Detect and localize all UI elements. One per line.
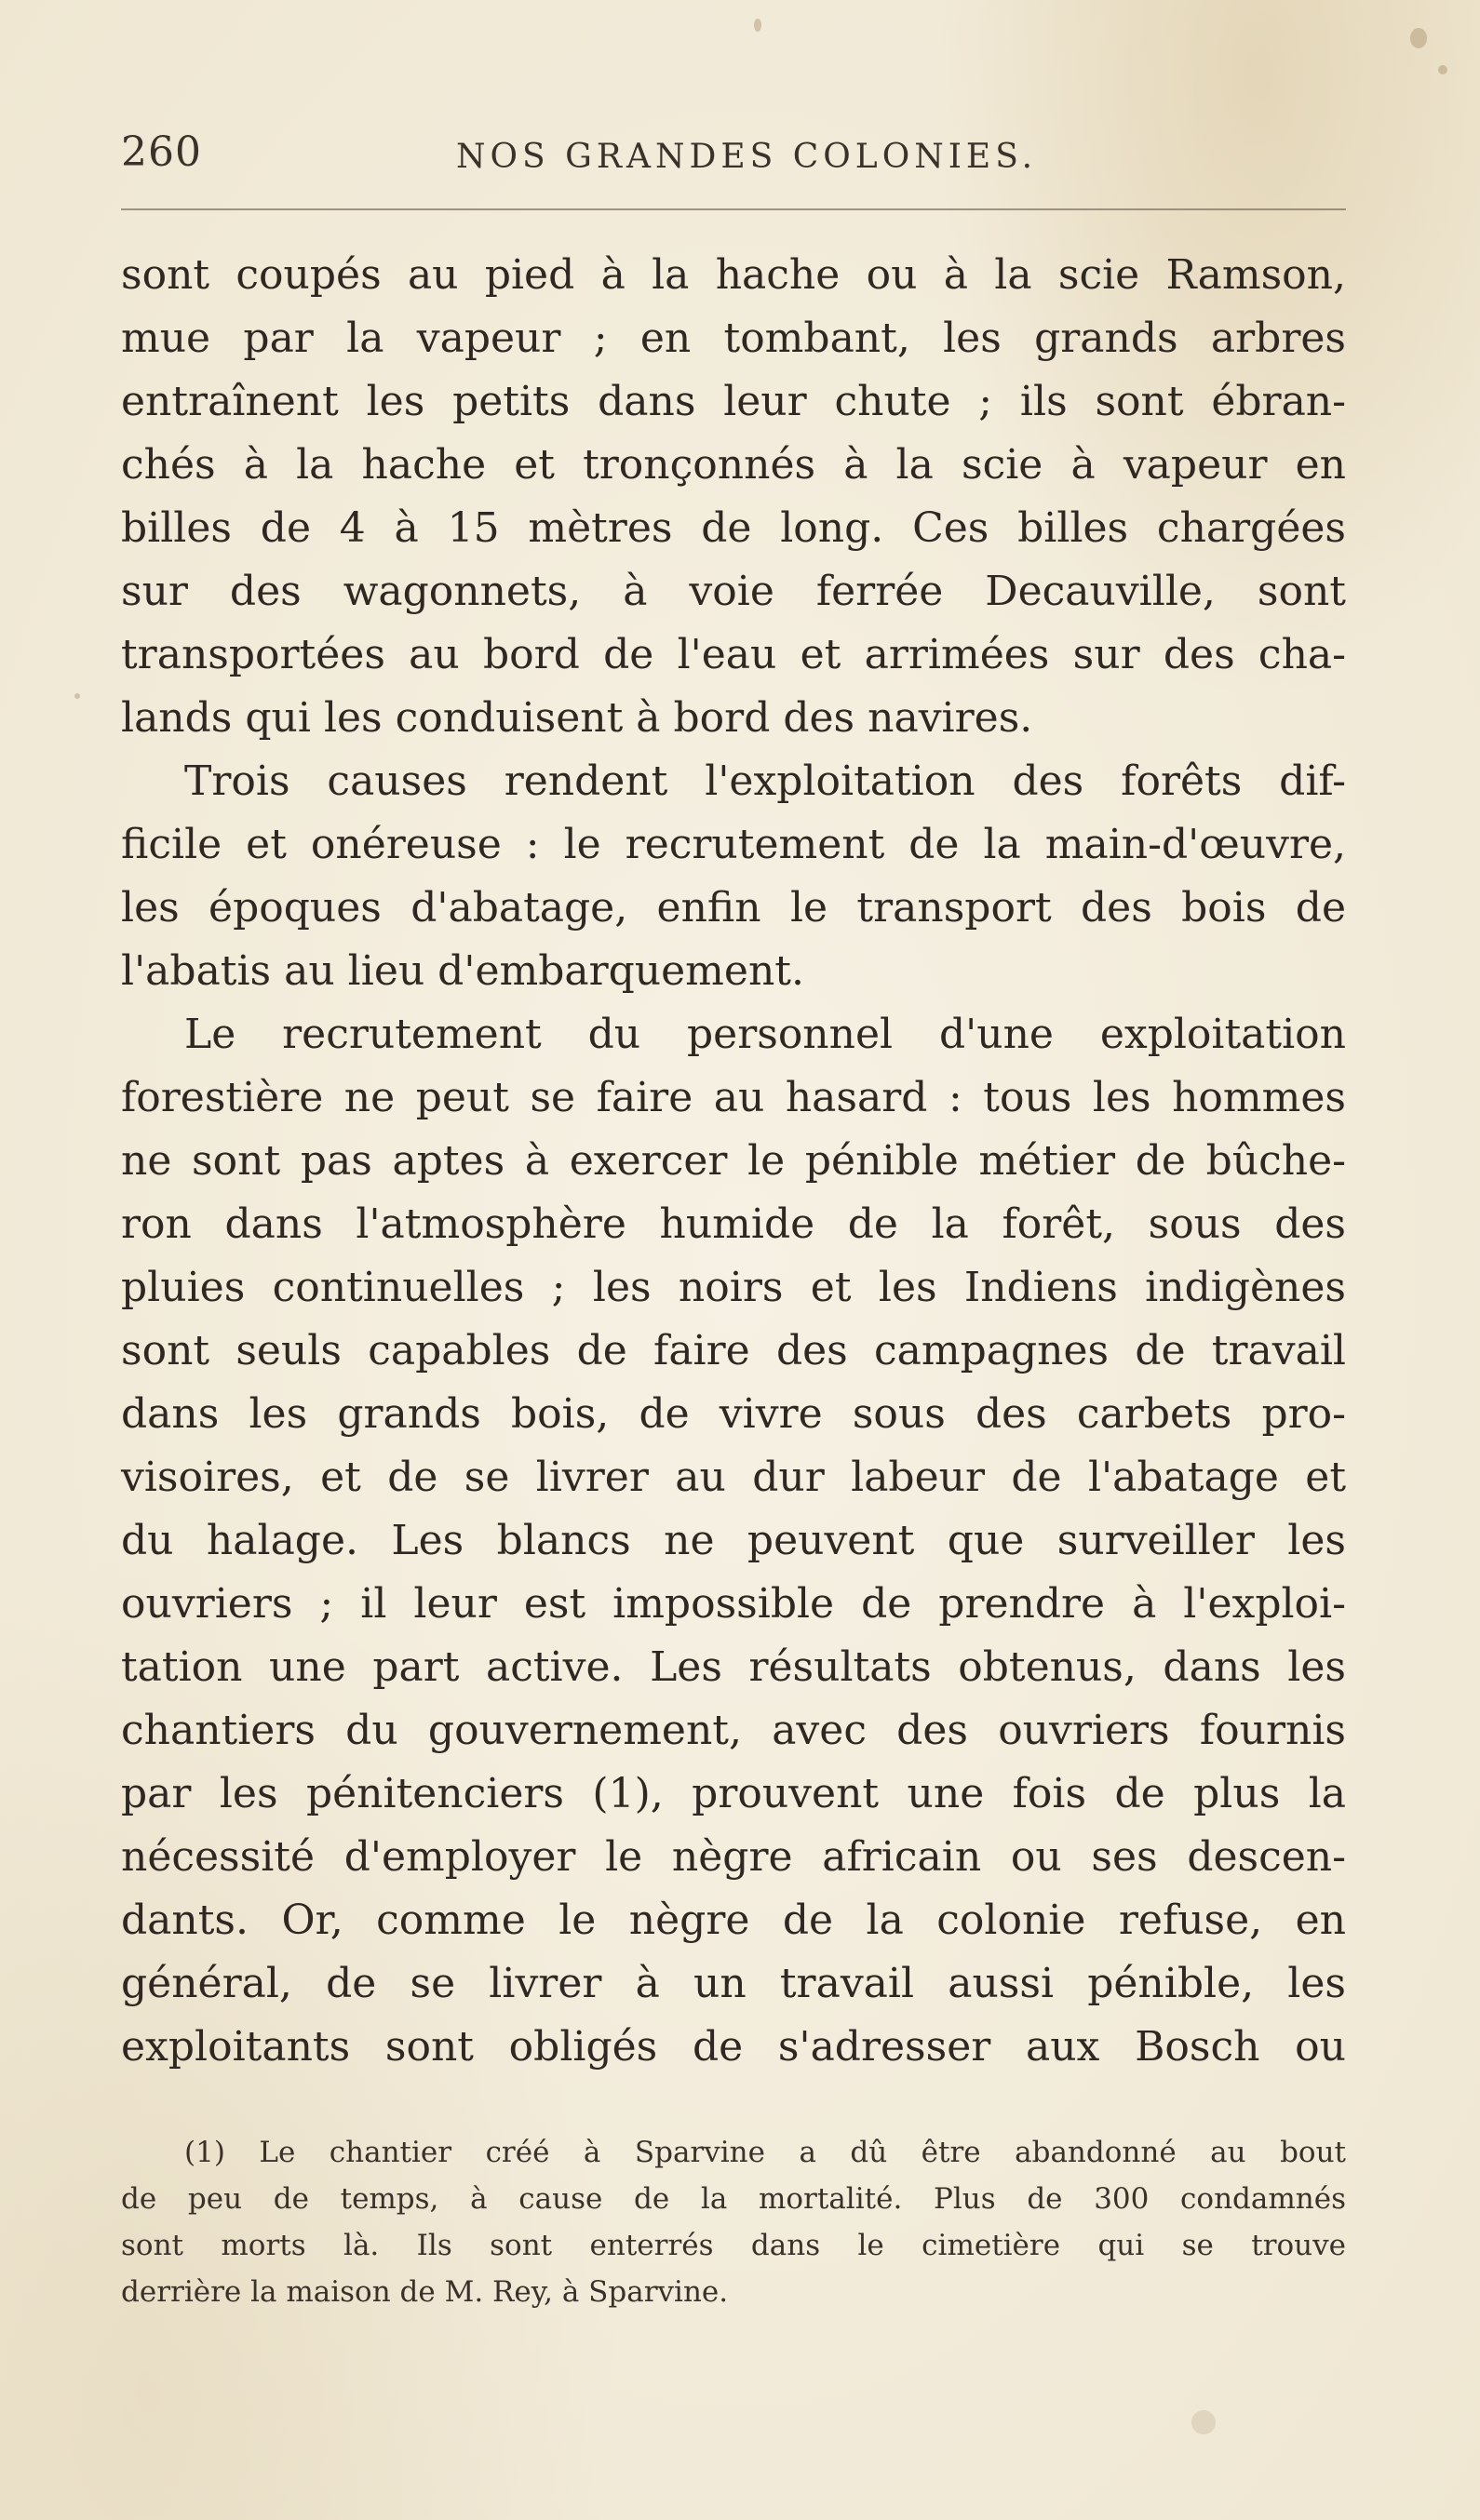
text-line: général, de se livrer à un travail aussi pénible, les bbox=[121, 1960, 1346, 2007]
text-line: visoires, et de se livrer au dur labeur de l'abatage et bbox=[121, 1454, 1346, 1501]
paper-stain bbox=[1438, 65, 1447, 74]
running-title: NOS GRANDES COLONIES. bbox=[456, 138, 1038, 176]
text-line: du halage. Les blancs ne peuvent que surveiller les bbox=[121, 1517, 1346, 1564]
paper-stain bbox=[74, 693, 80, 699]
text-line: Le recrutement du personnel d'une exploitation bbox=[184, 1011, 1346, 1058]
text-line: billes de 4 à 15 mètres de long. Ces billes chargées bbox=[121, 504, 1346, 552]
text-line: sont seuls capables de faire des campagnes de travail bbox=[121, 1327, 1346, 1374]
text-line: sur des wagonnets, à voie ferrée Decauville, sont bbox=[121, 568, 1346, 615]
text-line: forestière ne peut se faire au hasard : tous les hommes bbox=[121, 1074, 1346, 1121]
text-line: ficile et onéreuse : le recrutement de la main-d'œuvre, bbox=[121, 821, 1346, 868]
text-line: ron dans l'atmosphère humide de la forêt, sous des bbox=[121, 1200, 1346, 1248]
paper-stain bbox=[1191, 2410, 1216, 2434]
running-header bbox=[121, 119, 1346, 194]
text-line: ouvriers ; il leur est impossible de prendre à l'exploi- bbox=[121, 1580, 1346, 1628]
text-line: tation une part active. Les résultats obtenus, dans les bbox=[121, 1643, 1346, 1691]
text-line: ne sont pas aptes à exercer le pénible métier de bûche- bbox=[121, 1137, 1346, 1185]
text-line: transportées au bord de l'eau et arrimées sur des cha- bbox=[121, 631, 1346, 678]
text-line: entraînent les petits dans leur chute ; ils sont ébran- bbox=[121, 378, 1346, 425]
page-number: 260 bbox=[121, 128, 202, 176]
text-line: par les pénitenciers (1), prouvent une fois de plus la bbox=[121, 1770, 1346, 1817]
text-line: mue par la vapeur ; en tombant, les grands arbres bbox=[121, 315, 1346, 362]
footnote-line: sont morts là. Ils sont enterrés dans le cimetière qui se trouve bbox=[121, 2229, 1346, 2262]
footnote-line: de peu de temps, à cause de la mortalité. Plus de 300 condamnés bbox=[121, 2182, 1346, 2216]
text-line: exploitants sont obligés de s'adresser aux Bosch ou bbox=[121, 2023, 1346, 2071]
text-line: les époques d'abatage, enfin le transport des bois de bbox=[121, 884, 1346, 932]
body-text bbox=[121, 244, 1346, 2079]
text-line: chés à la hache et tronçonnés à la scie à vapeur en bbox=[121, 441, 1346, 489]
paper-stain bbox=[1410, 28, 1427, 48]
text-line: Trois causes rendent l'exploitation des forêts dif- bbox=[184, 757, 1346, 805]
text-line: dants. Or, comme le nègre de la colonie refuse, en bbox=[121, 1897, 1346, 1944]
text-line: lands qui les conduisent à bord des navires. bbox=[121, 694, 1033, 742]
text-line: sont coupés au pied à la hache ou à la scie Ramson, bbox=[121, 251, 1346, 299]
footnote bbox=[121, 2129, 1346, 2315]
footnote-line: (1) Le chantier créé à Sparvine a dû être abandonné au bout bbox=[184, 2136, 1346, 2169]
header-rule bbox=[121, 208, 1346, 210]
text-line: chantiers du gouvernement, avec des ouvriers fournis bbox=[121, 1707, 1346, 1754]
text-line: l'abatis au lieu d'embarquement. bbox=[121, 947, 804, 995]
text-line: nécessité d'employer le nègre africain ou ses descen- bbox=[121, 1833, 1346, 1881]
text-line: pluies continuelles ; les noirs et les Indiens indigènes bbox=[121, 1264, 1346, 1311]
text-line: dans les grands bois, de vivre sous des carbets pro- bbox=[121, 1390, 1346, 1438]
footnote-line: derrière la maison de M. Rey, à Sparvine. bbox=[121, 2275, 729, 2309]
paper-stain bbox=[754, 19, 761, 32]
